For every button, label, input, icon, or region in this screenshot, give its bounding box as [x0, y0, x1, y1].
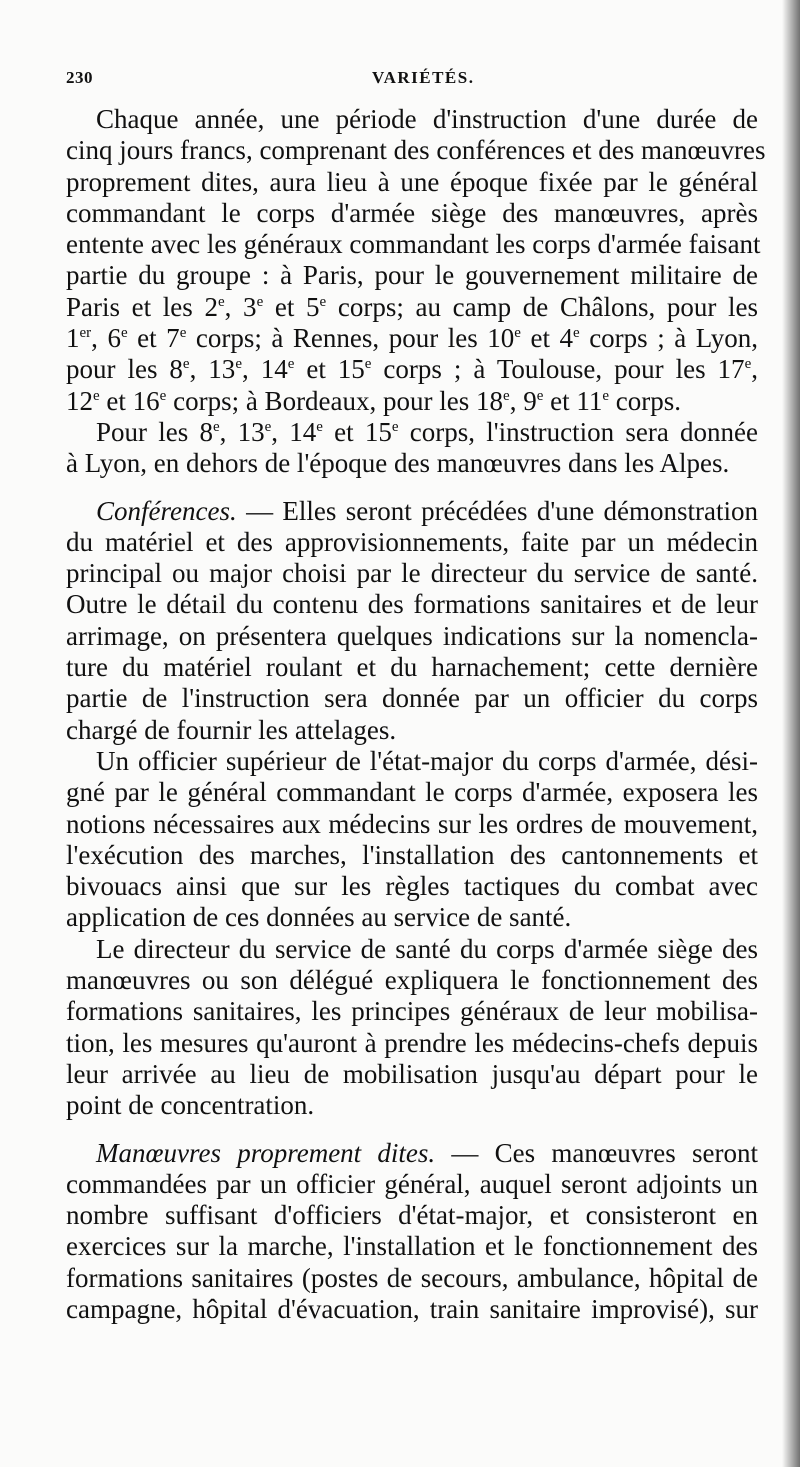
text-line: Paris et les 2e, 3e et 5e corps; au camp de Châlons, pour les	[66, 291, 759, 322]
text-line: du matériel et des approvisionnements, faite par un médecin	[66, 526, 758, 557]
text-line: cinq jours francs, comprenant des conférences et des manœuvres	[66, 135, 766, 166]
text-line: commandant le corps d'armée siège des manœuvres, après	[66, 197, 758, 228]
text-line: tion, les mesures qu'auront à prendre les médecins-chefs depuis	[66, 1027, 758, 1058]
text-line: Un officier supérieur de l'état-major du corps d'armée, dési-	[96, 745, 758, 776]
section-heading-conferences: Conférences.	[96, 495, 237, 526]
text-line: formations sanitaires, les principes généraux de leur mobilisa-	[66, 996, 758, 1027]
text-line: gné par le général commandant le corps d'armée, exposera les	[66, 777, 758, 808]
paragraph	[66, 104, 766, 417]
running-head: VARIÉTÉS.	[372, 68, 475, 87]
text-line: Outre le détail du contenu des formations sanitaires et de leur	[66, 589, 758, 620]
section-heading-manoeuvres: Manœuvres proprement dites.	[96, 1137, 436, 1168]
text-line: Pour les 8e, 13e, 14e et 15e corps, l'instruction sera donnée	[96, 416, 759, 447]
text-line: exercices sur la marche, l'installation et le fonctionnement des	[66, 1231, 758, 1262]
text-line: Conférences. — Elles seront précédées d'une démonstration	[96, 495, 758, 526]
text-line: 12e et 16e corps; à Bordeaux, pour les 18e, 9e et 11e corps.	[66, 385, 681, 416]
paragraph	[66, 746, 758, 934]
page-edge-shadow	[782, 0, 800, 1467]
text-line: Le directeur du service de santé du corps d'armée siège des	[96, 933, 758, 964]
text-line: l'exécution des marches, l'installation des cantonnements et	[66, 839, 758, 870]
page-number: 230	[66, 68, 93, 87]
text-line: principal ou major choisi par le directeur du service de santé.	[66, 558, 758, 589]
text-line: partie du groupe : à Paris, pour le gouvernement militaire de	[66, 260, 758, 291]
text-line: commandées par un officier général, auquel seront adjoints un	[66, 1168, 758, 1199]
page-header	[66, 62, 746, 92]
text-line: leur arrivée au lieu de mobilisation jusqu'au départ pour le	[66, 1058, 758, 1089]
paragraph-manoeuvres	[66, 1138, 758, 1326]
text-line: pour les 8e, 13e, 14e et 15e corps ; à Toulouse, pour les 17e,	[66, 354, 758, 385]
text-line: campagne, hôpital d'évacuation, train sanitaire improvisé), sur	[66, 1293, 758, 1324]
text-line: entente avec les généraux commandant les corps d'armée faisant	[66, 229, 761, 260]
paragraph	[66, 417, 758, 480]
text-line: à Lyon, en dehors de l'époque des manœuvres dans les Alpes.	[66, 448, 730, 479]
text-line: manœuvres ou son délégué expliquera le fonctionnement des	[66, 965, 758, 996]
text-line: partie de l'instruction sera donnée par un officier du corps	[66, 683, 758, 714]
text-line: arrimage, on présentera quelques indications sur la nomencla-	[66, 620, 758, 651]
text-line: chargé de fournir les attelages.	[66, 714, 397, 745]
paragraph-conferences	[66, 496, 758, 746]
text-line: ture du matériel roulant et du harnachement; cette dernière	[66, 652, 758, 683]
text-line: 1er, 6e et 7e corps; à Rennes, pour les 10e et 4e corps ; à Lyon,	[66, 323, 759, 354]
text-line: point de concentration.	[66, 1090, 315, 1121]
page-body	[66, 104, 766, 1325]
text-line: Chaque année, une période d'instruction d'une durée de	[96, 104, 758, 134]
text-line: proprement dites, aura lieu à une époque fixée par le général	[66, 166, 758, 197]
section-gap	[66, 480, 758, 496]
text-line: application de ces données au service de santé.	[66, 902, 572, 933]
paragraph	[66, 934, 758, 1122]
text-line: formations sanitaires (postes de secours, ambulance, hôpital de	[66, 1262, 758, 1293]
text-line: nombre suffisant d'officiers d'état-major, et consisteront en	[66, 1200, 758, 1231]
text-line: notions nécessaires aux médecins sur les ordres de mouvement,	[66, 808, 758, 839]
text-line: bivouacs ainsi que sur les règles tactiques du combat avec	[66, 871, 758, 902]
section-gap	[66, 1122, 758, 1138]
text-line: Manœuvres proprement dites. — Ces manœuvres seront	[96, 1137, 759, 1168]
